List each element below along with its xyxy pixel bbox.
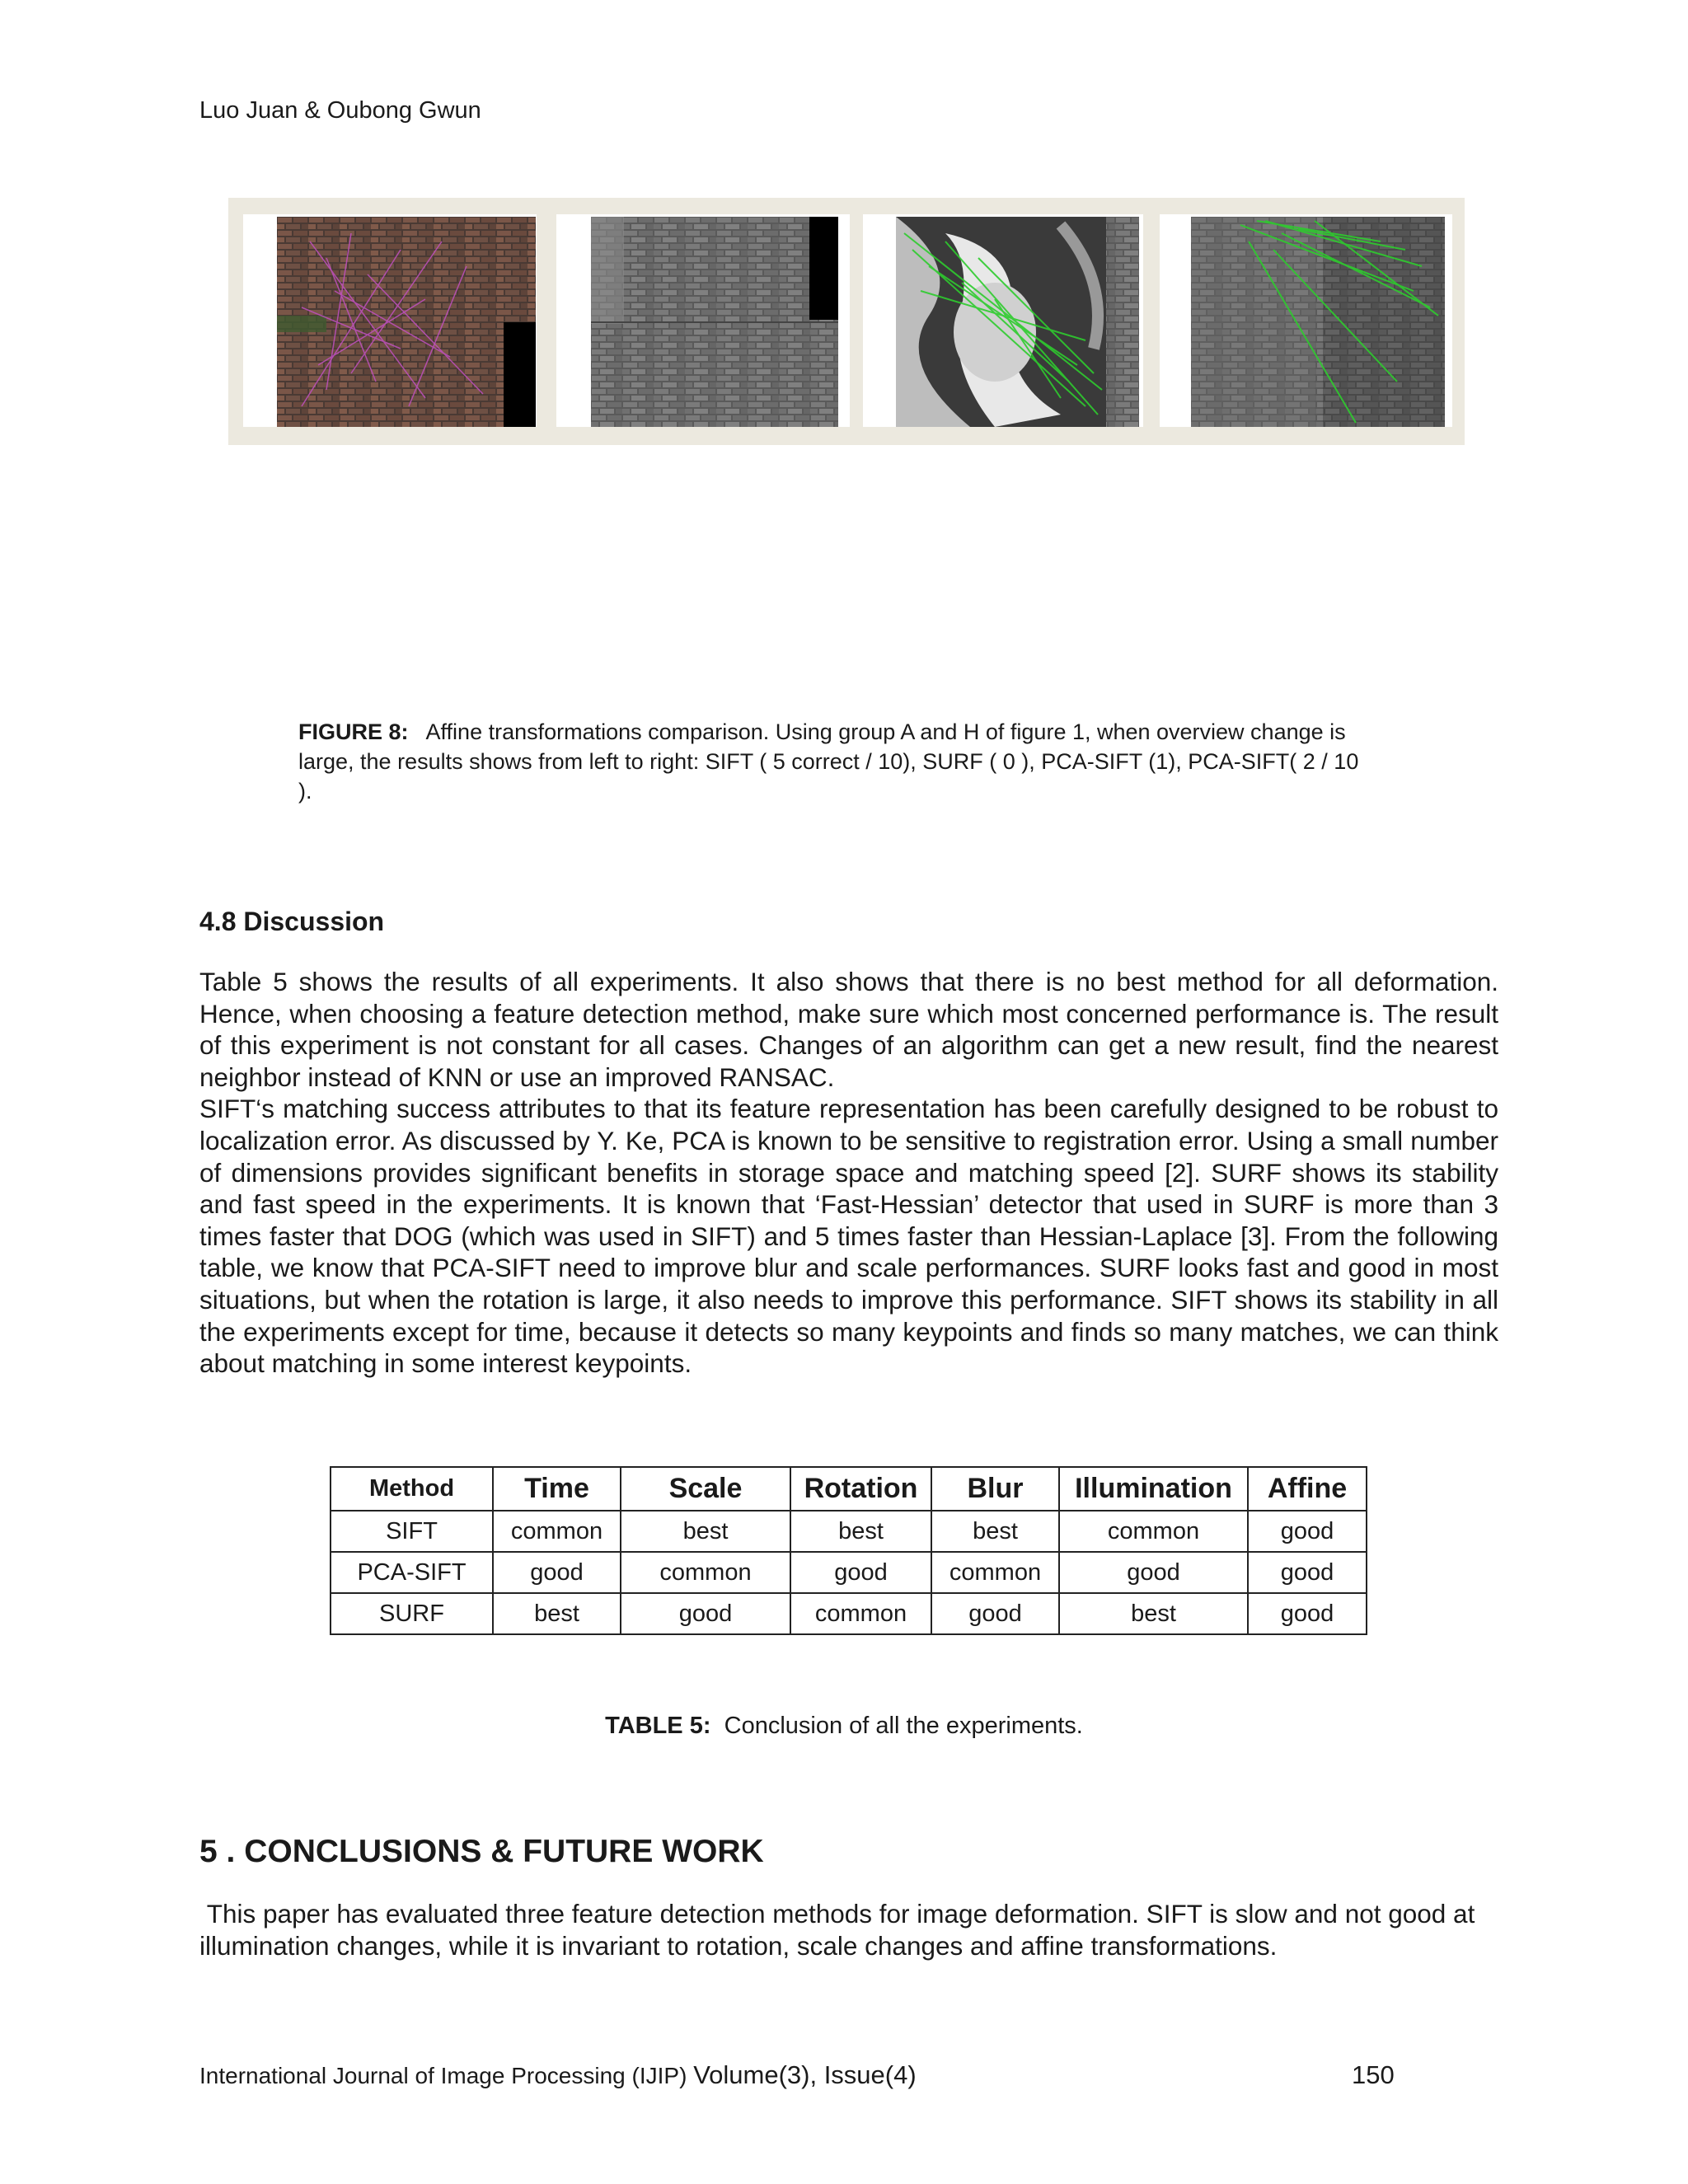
table-cell: good [1248,1552,1367,1593]
section-heading-discussion: 4.8 Discussion [199,907,385,936]
table-header-cell: Scale [621,1467,790,1511]
table-header-cell: Method [331,1467,493,1511]
table-cell: good [493,1552,621,1593]
results-table [330,1466,1367,1635]
table-cell: common [493,1511,621,1552]
table-cell: best [790,1511,931,1552]
table-caption-label: TABLE 5: [605,1713,711,1739]
table-cell: PCA-SIFT [331,1552,493,1593]
footer-journal [199,2060,917,2090]
figure-8-caption [298,717,1370,806]
discussion-body [199,966,1498,1380]
table-header-cell: Illumination [1059,1467,1248,1511]
table-header-cell: Blur [931,1467,1059,1511]
table-header-row [331,1467,1367,1511]
table-row [331,1552,1367,1593]
table-cell: good [1248,1511,1367,1552]
figure-image-pca-sift-2 [1191,217,1445,427]
table-cell: best [493,1593,621,1634]
table-cell: best [931,1511,1059,1552]
conclusion-paragraph: This paper has evaluated three feature detection methods for image deformation. SIFT is slow and not good at illumination changes, while it is invariant to rotation, scale changes and affine transformations. [199,1899,1483,1961]
discussion-paragraph-2: SIFT‘s matching success attributes to that its feature representation has been carefully designed to be robust to localization error. As discussed by Y. Ke, PCA is known to be sensitive to registration error. Using a small number of dimensions provides significant benefits in storage space and matching speed [2]. SURF shows its stability and fast speed in the experiments. It is known that ‘Fast-Hessian’ detector that used in SURF is more than 3 times faster that DOG (which was used in SIFT) and 5 times faster than Hessian-Laplace [3]. From the following table, we know that PCA-SIFT need to improve blur and scale performances. SURF looks fast and good in most situations, but when the rotation is large, it also needs to improve this performance. SIFT shows its stability in all the experiments except for time, because it detects so many keypoints and finds so many matches, we can think about matching in some interest keypoints. [199,1094,1498,1379]
table-cell: good [621,1593,790,1634]
figure-caption-label: FIGURE 8: [298,719,409,744]
table-5-caption [0,1713,1688,1740]
footer-journal-name: International Journal of Image Processing (IJIP) [199,2063,687,2088]
table-cell: best [1059,1593,1248,1634]
table-cell: common [1059,1511,1248,1552]
table-cell: good [931,1593,1059,1634]
table-cell: common [790,1593,931,1634]
table-cell: SURF [331,1593,493,1634]
table-header-cell: Time [493,1467,621,1511]
table-header-cell: Rotation [790,1467,931,1511]
table-row [331,1593,1367,1634]
table-caption-text: Conclusion of all the experiments. [724,1713,1083,1739]
discussion-paragraph-1: Table 5 shows the results of all experiments. It also shows that there is no best method for all deformation. Hence, when choosing a feature detection method, make sure which most concerned performance is. The result of this experiment is not constant for all cases. Changes of an algorithm can get a new result, find the nearest neighbor instead of KNN or use an improved RANSAC. [199,967,1498,1092]
table-row [331,1511,1367,1552]
footer-volume: Volume(3), Issue(4) [693,2060,917,2089]
table-cell: good [1248,1593,1367,1634]
table-cell: SIFT [331,1511,493,1552]
table-cell: best [621,1511,790,1552]
table-cell: common [621,1552,790,1593]
figure-caption-text: Affine transformations comparison. Using group A and H of figure 1, when overview change is large, the results shows from left to right: SIFT ( 5 correct / 10), SURF ( 0 ), PCA-SIFT (1), PCA-SIFT( 2 / 10 ). [298,719,1359,804]
table-header-cell: Affine [1248,1467,1367,1511]
table-cell: good [1059,1552,1248,1593]
table-cell: common [931,1552,1059,1593]
figure-8-frame [228,198,1465,445]
page-number: 150 [1352,2060,1395,2089]
section-heading-conclusions: 5 . CONCLUSIONS & FUTURE WORK [199,1834,764,1869]
figure-image-surf [591,217,838,427]
table-cell: good [790,1552,931,1593]
running-header: Luo Juan & Oubong Gwun [199,97,481,124]
figure-image-pca-sift-1 [896,217,1139,427]
figure-image-sift [277,217,536,427]
